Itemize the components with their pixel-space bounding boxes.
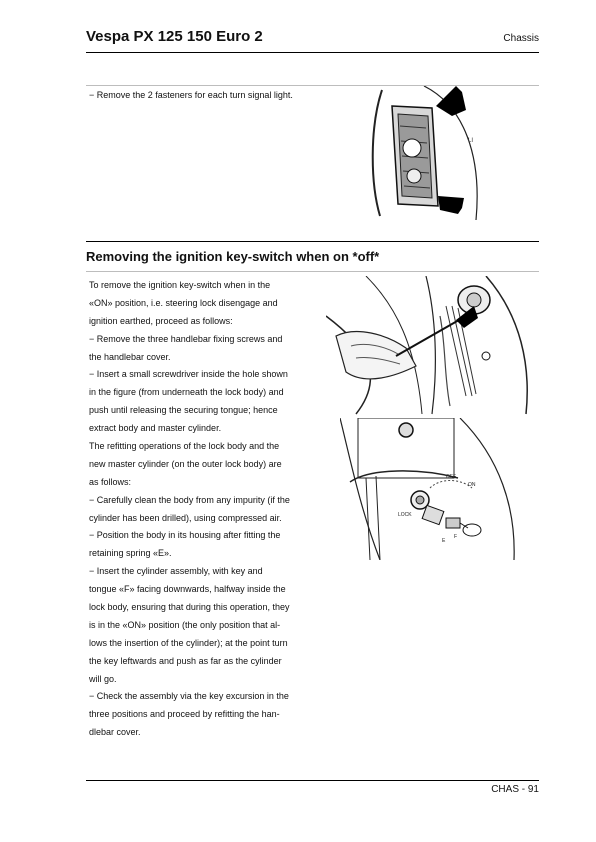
text-line: three positions and proceed by refitting the han- [89,709,280,720]
turn-signal-figure [364,86,492,220]
text-line: − Position the body in its housing after fitting the [89,530,281,541]
text-line: the key leftwards and push as far as the cylinder [89,655,282,666]
section-heading: Removing the ignition key-switch when on *off* [86,249,380,264]
text-line: − Check the assembly via the key excursion in the [89,691,289,702]
e-label: E [442,538,446,544]
text-line: dlebar cover. [89,727,141,738]
text-line: − Insert the cylinder assembly, with key and [89,566,263,577]
text-line: lows the insertion of the cylinder); at the point turn [89,637,288,648]
svg-text:LI: LI [468,138,474,144]
screwdriver-figure [326,276,534,416]
text-line: as follows: [89,476,132,487]
text-line: − Remove the three handlebar fixing screws and [89,333,283,344]
page-number: CHAS - 91 [491,784,539,795]
section-rule [86,241,539,242]
text-line: − Carefully clean the body from any impurity (if the [89,494,290,505]
text-line: cylinder has been drilled), using compressed air. [89,512,282,523]
text-line: the handlebar cover. [89,351,171,362]
document-title: Vespa PX 125 150 Euro 2 [86,28,263,45]
text-line: will go. [89,673,117,684]
text-line: The refitting operations of the lock body and the [89,441,280,452]
lock-cylinder-figure [340,418,520,560]
text-line: is in the «ON» position (the only position that al- [89,619,281,630]
text-line: retaining spring «E». [89,548,172,559]
divider [86,271,539,272]
text-line: in the figure (from underneath the lock body) and [89,387,284,398]
on-label: ON [468,482,476,488]
text-line: «ON» position, i.e. steering lock disengage and [89,297,278,308]
text-line: To remove the ignition key-switch when in the [89,280,271,290]
text-line: extract body and master cylinder. [89,423,222,434]
turn-signal-step: − Remove the 2 fasteners for each turn signal light. [89,90,293,100]
text-line: new master cylinder (on the outer lock body) are [89,458,282,469]
text-line: ignition earthed, proceed as follows: [89,315,233,326]
procedure-text [89,277,321,742]
header-rule [86,52,539,53]
text-line: tongue «F» facing downwards, halfway inside the [89,584,286,595]
off-label: OFF [446,474,456,480]
section-name: Chassis [503,33,539,44]
text-line: lock body, ensuring that during this operation, they [89,602,290,613]
text-line: push until releasing the securing tongue; hence [89,405,278,416]
lock-label: LOCK [398,512,412,518]
text-line: − Insert a small screwdriver inside the hole shown [89,369,288,380]
f-label: F [454,534,458,540]
footer-rule [86,780,539,781]
